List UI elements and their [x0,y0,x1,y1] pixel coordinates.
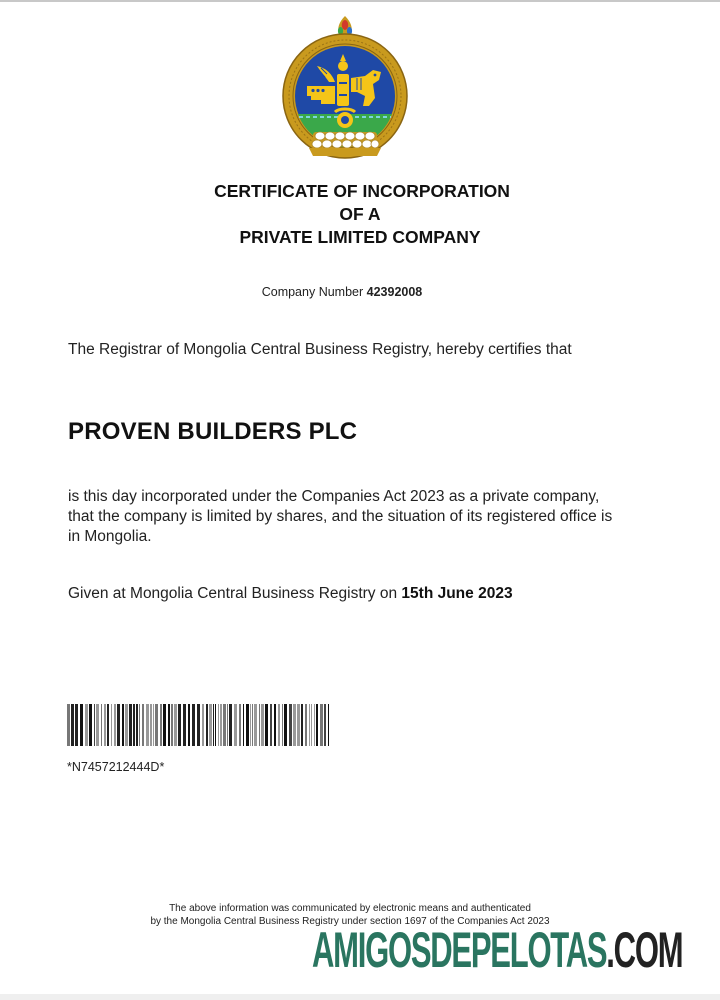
company-number-value: 42392008 [366,285,423,299]
footer-line-1: The above information was communicated by electronic means and authenticated [169,903,531,914]
top-border [0,0,720,2]
title-line-2: OF A [339,204,381,224]
title-line-1: CERTIFICATE OF INCORPORATION [214,181,510,201]
registrar-statement: The Registrar of Mongolia Central Business Registry, hereby certifies that [68,341,572,358]
barcode-text: *N7457212444D* [67,760,165,774]
company-name: PROVEN BUILDERS PLC [68,418,358,445]
certificate-title [0,180,720,249]
title-line-3: PRIVATE LIMITED COMPANY [239,227,481,247]
bottom-band [0,994,720,1000]
given-at-text: Given at Mongolia Central Business Registry on [68,585,398,602]
incorporation-statement: is this day incorporated under the Companies Act 2023 as a private company, that the company is limited by shares, and the situation of its registered office is in Mongolia. [68,488,613,545]
mongolia-emblem-icon [277,16,413,162]
given-date: 15th June 2023 [401,585,513,602]
barcode [67,704,330,746]
company-number [0,285,684,299]
footer-line-2: by the Mongolia Central Business Registry under section 1697 of the Companies Act 2023 [150,916,550,927]
given-at-statement [68,584,628,604]
watermark-main: AMIGOSDEPELOTAS [312,922,607,978]
watermark [312,922,682,978]
watermark-tld: .COM [606,922,683,978]
company-number-label: Company Number [261,285,364,299]
